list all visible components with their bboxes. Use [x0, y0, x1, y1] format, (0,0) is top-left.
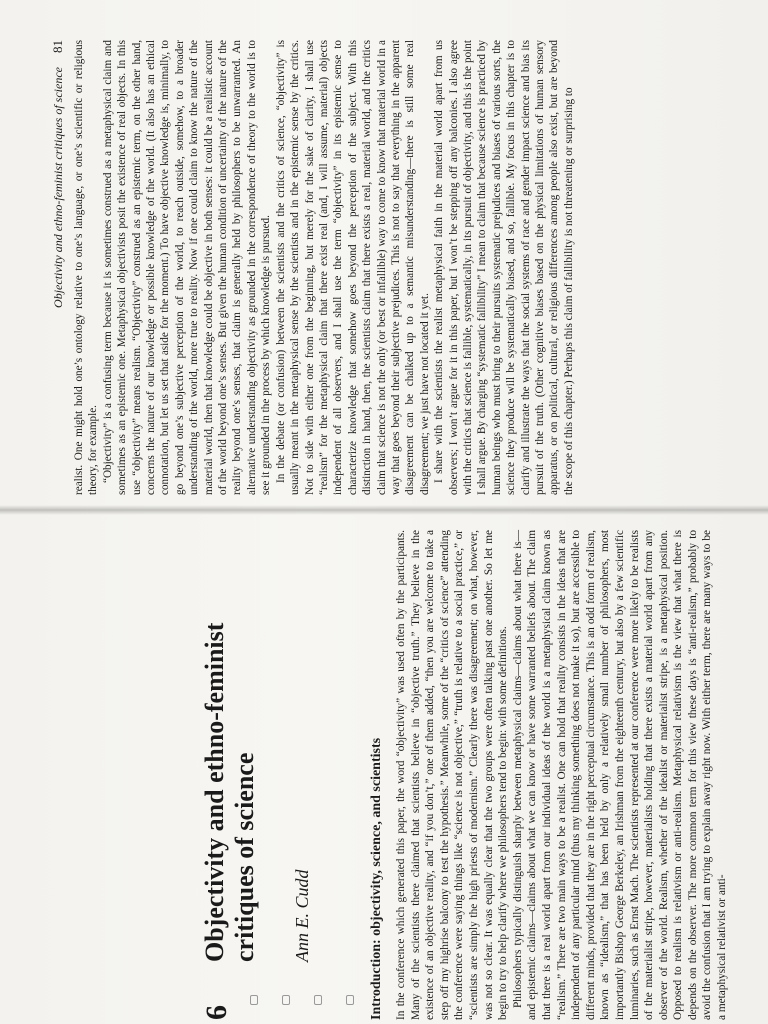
page-number: 81: [50, 40, 65, 53]
chapter-number: 6: [200, 1005, 233, 1020]
paragraph: Philosophers typically distinguish sharply between metaphysical claims—claims about what there is—and epistemic claims—claims about what we can know or have some warranted beliefs about. The claim that there is a real world apart from our individual ideas of the world is a metaphysical claim known as “realism.” There are two main ways to be a realist. One can hold that reality consists in the ideas that are independent of any particular mind (thus my thinking something does not make it so), but are accessible to different minds, provided that they are in the right perceptual circumstance. This is an odd form of realism, known as “idealism,” that has been held by only a relatively small number of philosophers, most importantly Bishop George Berkeley, an Irishman from the eighteenth century, but also by a few scientific luminaries, such as Ernst Mach. The scientists represented at our conference were more likely to be realists of the materialist stripe, however, materialists holding that there exists a material world apart from any observer of the world. Realism, whether of the idealist or materialist stripe, is a metaphysical position. Opposed to realism is relativism or anti-realism. Metaphysical relativism is the view that what there is depends on the observer. The more common term for this view these days is “anti-realism,” probably to avoid the confusion that I am trying to explain away right now. With either term, there are many ways to be a metaphysical relativist or anti-: [511, 530, 729, 1020]
page-81: [50, 40, 690, 495]
paragraph: In the conference which generated this paper, the word “objectivity” was used often by the participants. Many of the scientists there claimed that scientists believe in “objective truth.” They believe in the existence of an objective reality, and “if you don’t,” one of them added, “then you are welcome to take a step off my highrise balcony to test the hypothesis.” Meanwhile, some of the “critics of science” attending the conference were saying things like “science is not objective,” “truth is relative to a social practice,” or “scientists are simply the high priests of modernism.” Clearly there was disagreement; on what, however, was not so clear. It was equally clear that the two groups were often talking past one another. So let me begin to try to help clarify where we philosophers tend to begin: with some definitions.: [395, 530, 510, 1020]
running-header: [50, 40, 68, 495]
book-binding-shadow: [0, 505, 768, 515]
page-body-text: [72, 40, 690, 495]
paragraph: I share with the scientists the realist metaphysical faith in the material world apart from us observers; I won’t argue for it in this paper, but I won’t be stepping off any balconies. I also agree with the critics that science is fallible, systematically, in its pursuit of objectivity, and this is the point I shall argue. By charging “systematic fallibility” I mean to claim that because science is practiced by human beings who must bring to their pursuits systematic prejudices and biases of various sorts, the science they produce will be systematically biased, and so, fallible. My focus in this chapter is to clarify and illustrate the ways that the social systems of race and gender impact science and bias its pursuit of the truth. (Other cognitive biases based on the physical limitations of human sensory apparatus, or on political, cultural, or religious differences among people also exist, but are beyond the scope of this chapter.) Perhaps this claim of fallibility is not threatening or surprising to: [433, 40, 575, 495]
paragraph: “Objectivity” is a confusing term because it is sometimes construed as a metaphysical claim and sometimes as an epistemic one. Metaphysical objectivists posit the existence of real objects. In this use “objectivity” means realism. “Objectivity” construed as an epistemic term, on the other hand, concerns the nature of our knowledge or possible knowledge of the world. (It also has an ethical connotation, but let us set that aside for the moment.) To have objective knowledge is, minimally, to go beyond one’s subjective perception of the world, to reach outside, somehow, to a broader understanding of the world, more true to reality. Now if one could claim to know the nature of the material world, then that knowledge could be objective in both senses: it could be a realistic account of the world beyond one’s senses. But given the human condition of uncertainty of the nature of the reality beyond one’s senses, that claim is generally held by philosophers to be unwarranted. An alternative understanding objectivity as grounded in the correspondence of theory to the world is to see it grounded in the process by which knowledge is pursued.: [101, 40, 273, 495]
running-title: Objectivity and ethno-feminist critiques of science: [51, 67, 65, 308]
chapter-title: Objectivity and ethno-feminist critiques of science: [200, 622, 259, 962]
chapter-opening-page: [200, 530, 729, 1020]
section-heading: Introduction: objectivity, science, and scientists: [369, 737, 384, 1020]
paragraph: In the debate (or confusion) between the scientists and the critics of science, “objectivity” is usually meant in the metaphysical sense by the scientists and in the epistemic sense by the critics. Not to side with either one from the beginning, but merely for the sake of clarity, I shall use “realism” for the metaphysical claim that there exist real (and, I will assume, material) objects independent of all observers, and I shall use the term “objectivity” in its epistemic sense to characterize knowledge that somehow goes beyond the perception of the subject. With this distinction in hand, then, the scientists claim that there exists a real, material world, and the critics claim that science is not the only (or best or infallible) way to come to know that material world in a way that goes beyond their subjective prejudices. This is not to say that everything in the apparent disagreement can be chalked up to a semantic misunderstanding—there is still some real disagreement; we just have not located it yet.: [274, 40, 431, 495]
chapter-body-text: [394, 530, 729, 1020]
paragraph: realist. One might hold one’s ontology relative to one’s language, or one’s scientific or religious theory, for example.: [73, 40, 100, 495]
chapter-author: Ann E. Cudd: [292, 869, 312, 962]
